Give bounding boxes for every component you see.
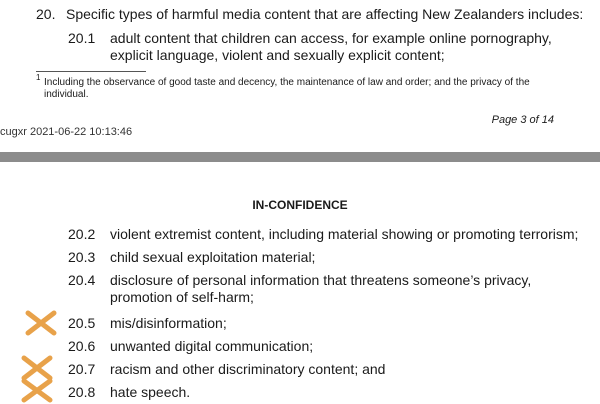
page-break-band	[0, 152, 600, 162]
paragraph-text: Specific types of harmful media content that are affecting New Zealanders includes:	[66, 6, 584, 22]
paragraph-number: 20.	[36, 6, 56, 22]
list-item-text: hate speech.	[110, 384, 191, 400]
list-item-text: mis/disinformation;	[110, 315, 227, 331]
upper-page	[0, 0, 600, 152]
list-item-number: 20.8	[68, 384, 96, 400]
page-number-label: Page 3 of 14	[491, 114, 554, 126]
list-item-text-continued: promotion of self-harm;	[110, 289, 254, 305]
list-item-text: violent extremist content, including material showing or promoting terrorism;	[110, 226, 579, 242]
cross-mark-icon	[24, 309, 58, 337]
list-item-number: 20.6	[68, 338, 96, 354]
footnote-mark: 1	[36, 73, 41, 82]
list-item-text: unwanted digital communication;	[110, 338, 314, 354]
cross-mark-icon	[20, 377, 54, 404]
list-item-number: 20.3	[68, 249, 96, 265]
list-item-text: racism and other discriminatory content; and	[110, 361, 386, 377]
classification-heading: IN-CONFIDENCE	[252, 198, 348, 212]
list-item-number: 20.7	[68, 361, 96, 377]
list-item-text: disclosure of personal information that threatens someone’s privacy,	[110, 272, 532, 288]
sub-item-number: 20.1	[68, 30, 96, 46]
footnote-rule	[36, 71, 146, 72]
list-item-number: 20.5	[68, 315, 96, 331]
footnote-text: Including the observance of good taste and decency, the maintenance of law and order; and the privacy of the individual.	[44, 77, 530, 100]
list-item-number: 20.4	[68, 272, 96, 288]
document-stamp: cugxr 2021-06-22 10:13:46	[0, 126, 133, 138]
list-item-number: 20.2	[68, 226, 96, 242]
sub-item-text: adult content that children can access, for example online pornography, explicit language, violent and sexually explicit content;	[110, 30, 552, 63]
list-item-text: child sexual exploitation material;	[110, 249, 316, 265]
